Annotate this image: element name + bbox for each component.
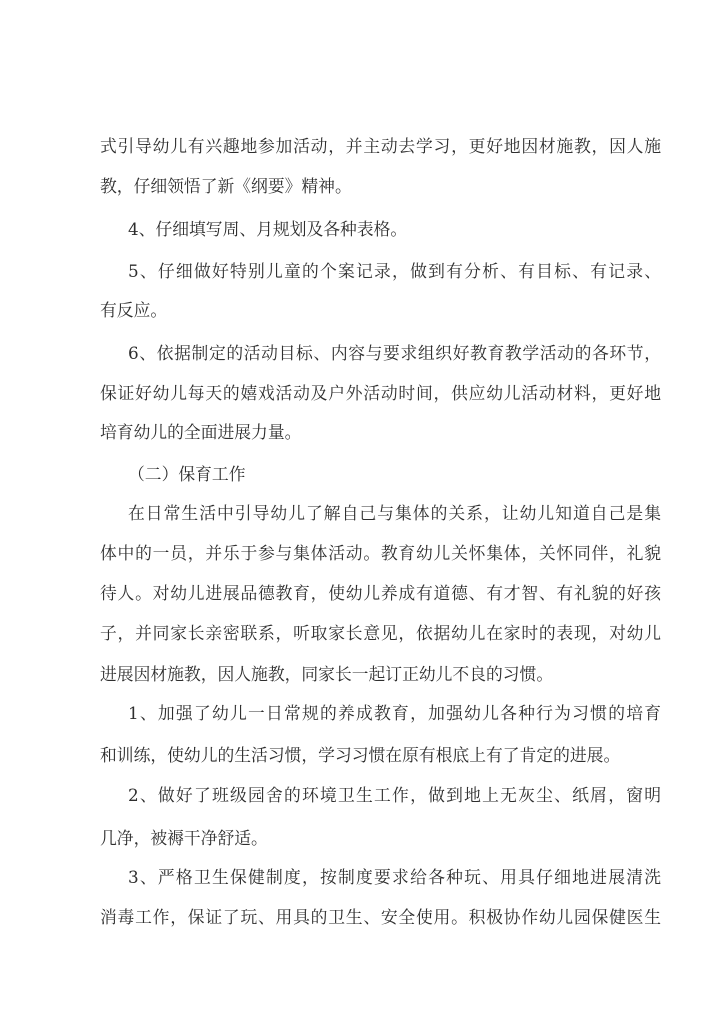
text-line: 进展因材施教，因人施教，同家长一起订正幼儿不良的习惯。 (100, 664, 554, 684)
text-line: 培育幼儿的全面进展力量。 (100, 422, 302, 442)
text-line: 几净，被褥干净舒适。 (100, 828, 268, 848)
text-line: 1、加强了幼儿一日常规的养成教育，加强幼儿各种行为习惯的培育 (128, 703, 661, 723)
text-line: 2、做好了班级园舍的环境卫生工作，做到地上无灰尘、纸屑，窗明 (128, 785, 661, 805)
text-line: 子，并同家长亲密联系，听取家长意见，依据幼儿在家时的表现，对幼儿 (100, 623, 661, 643)
text-line: 4、仔细填写周、月规划及各种表格。 (128, 219, 408, 239)
text-line: 在日常生活中引导幼儿了解自己与集体的关系，让幼儿知道自己是集 (128, 503, 661, 523)
text-line: 消毒工作，保证了玩、用具的卫生、安全使用。积极协作幼儿园保健医生 (100, 907, 661, 927)
text-line: 3、严格卫生保健制度，按制度要求给各种玩、用具仔细地进展清洗 (128, 867, 661, 887)
text-line: 和训练，使幼儿的生活习惯，学习习惯在原有根底上有了肯定的进展。 (100, 745, 621, 765)
text-line: （二）保育工作 (128, 464, 246, 484)
text-line: 5、仔细做好特别儿童的个案记录，做到有分析、有目标、有记录、 (128, 261, 661, 281)
text-line: 6、依据制定的活动目标、内容与要求组织好教育教学活动的各环节， (128, 343, 661, 363)
text-line: 式引导幼儿有兴趣地参加活动，并主动去学习，更好地因材施教，因人施 (100, 136, 661, 156)
text-line: 体中的一员，并乐于参与集体活动。教育幼儿关怀集体，关怀同伴，礼貌 (100, 543, 661, 563)
text-line: 教，仔细领悟了新《纲要》精神。 (100, 176, 352, 196)
text-line: 保证好幼儿每天的嬉戏活动及户外活动时间，供应幼儿活动材料，更好地 (100, 383, 661, 403)
text-line: 有反应。 (100, 300, 168, 320)
text-line: 待人。对幼儿进展品德教育，使幼儿养成有道德、有才智、有礼貌的好孩 (100, 583, 661, 603)
